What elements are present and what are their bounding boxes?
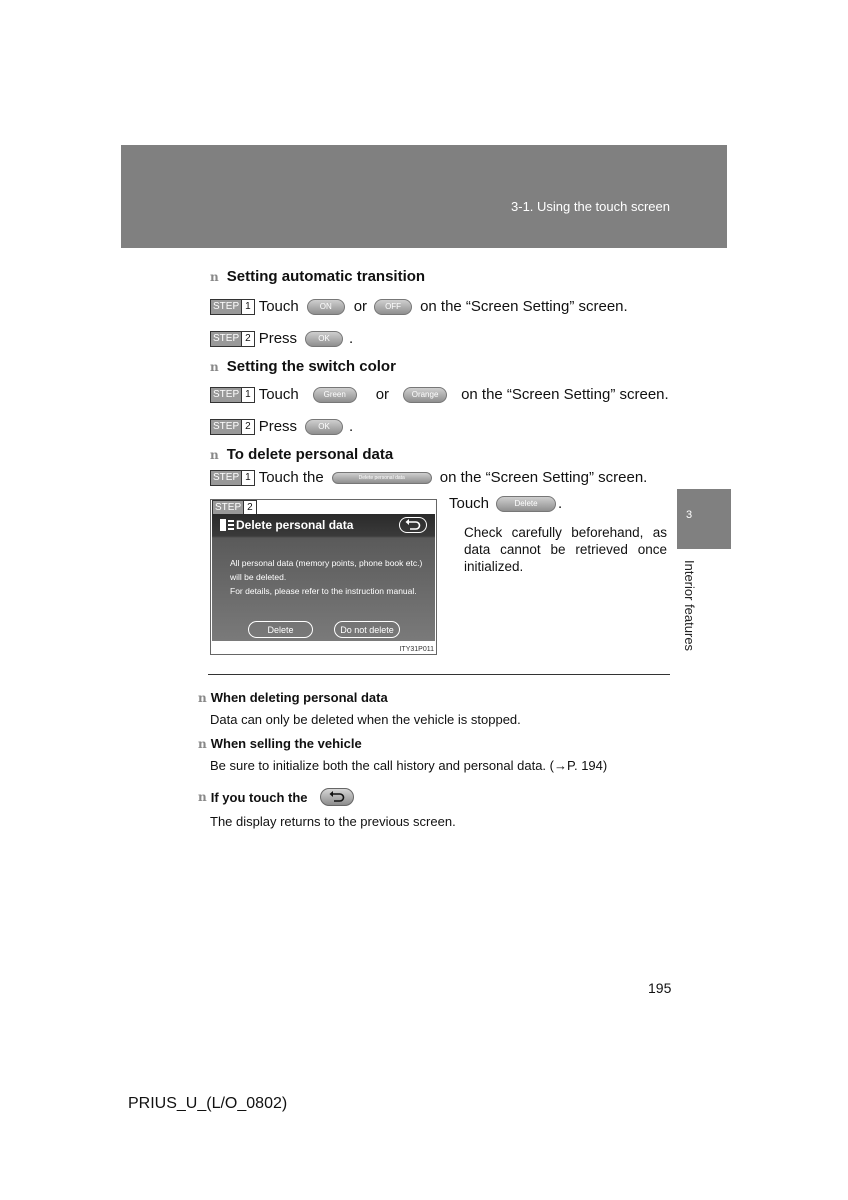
switch-color-step1: STEP 1 Touch Green or Orange on the “Screen Setting” screen. [210,386,669,403]
delete-data-step2: Touch Delete . [449,495,563,512]
step-badge: STEP 1 [210,387,255,403]
note-text-selling: Be sure to initialize both the call history and personal data. (→P. 194) [210,758,608,773]
delete-data-screenshot [210,499,437,655]
ok-button-icon: OK [305,419,343,435]
green-button-icon: Green [313,387,357,403]
note-text-back: The display returns to the previous screen. [210,814,456,829]
section-header: 3-1. Using the touch screen [511,199,670,214]
screen-title: Delete personal data [236,518,354,532]
bullet-icon: n [210,448,219,462]
delete-button-icon: Delete [496,496,556,512]
header-band [121,145,727,248]
screen-delete-button[interactable]: Delete [248,621,313,638]
step-badge: STEP 1 [210,299,255,315]
heading-delete-data: n To delete personal data [210,446,394,463]
divider [208,674,670,675]
page-number: 195 [648,980,672,996]
heading-switch-color: n Setting the switch color [210,358,396,375]
bullet-icon: n [210,270,219,284]
on-button-icon: ON [307,299,345,315]
bullet-icon: n [198,737,207,751]
ok-button-icon: OK [305,331,343,347]
image-code: ITY31P011 [399,646,434,653]
bullet-icon: n [198,790,207,804]
screen-display [212,514,435,641]
footer-code: PRIUS_U_(L/O_0802) [128,1095,288,1112]
note-heading-back: n If you touch the [198,788,354,806]
heading-auto-transition: n Setting automatic transition [210,268,426,285]
step-badge: STEP 2 [210,331,255,347]
orange-button-icon: Orange [403,387,447,403]
switch-color-step2: STEP 2 Press OK . [210,418,353,435]
screen-do-not-delete-button[interactable]: Do not delete [334,621,400,638]
note-heading-selling: n When selling the vehicle [198,736,362,751]
back-button[interactable] [399,517,427,533]
step-badge: STEP 2 [212,500,257,516]
chapter-label: Interior features [682,560,697,652]
step-badge: STEP 2 [210,419,255,435]
note-text-deleting: Data can only be deleted when the vehicle is stopped. [210,712,521,727]
screen-message: All personal data (memory points, phone book etc.) will be deleted. For details, please refer to the instruction manual. [230,558,423,596]
off-button-icon: OFF [374,299,412,315]
delete-personal-data-button-icon: Delete personal data [332,472,432,484]
delete-warning-note: Check carefully beforehand, as data cannot be retrieved once initialized. [464,525,667,574]
return-button-icon [320,788,354,806]
data-list-icon [220,519,234,531]
bullet-icon: n [210,360,219,374]
return-arrow-icon [321,789,353,805]
delete-data-step1: STEP 1 Touch the Delete personal data on the “Screen Setting” screen. [210,469,647,486]
step-badge: STEP 1 [210,470,255,486]
chapter-number: 3 [686,509,693,521]
return-arrow-icon [400,518,426,532]
auto-transition-step1: STEP 1 Touch ON or OFF on the “Screen Setting” screen. [210,298,628,315]
bullet-icon: n [198,691,207,705]
auto-transition-step2: STEP 2 Press OK . [210,330,353,347]
note-heading-deleting: n When deleting personal data [198,690,388,705]
